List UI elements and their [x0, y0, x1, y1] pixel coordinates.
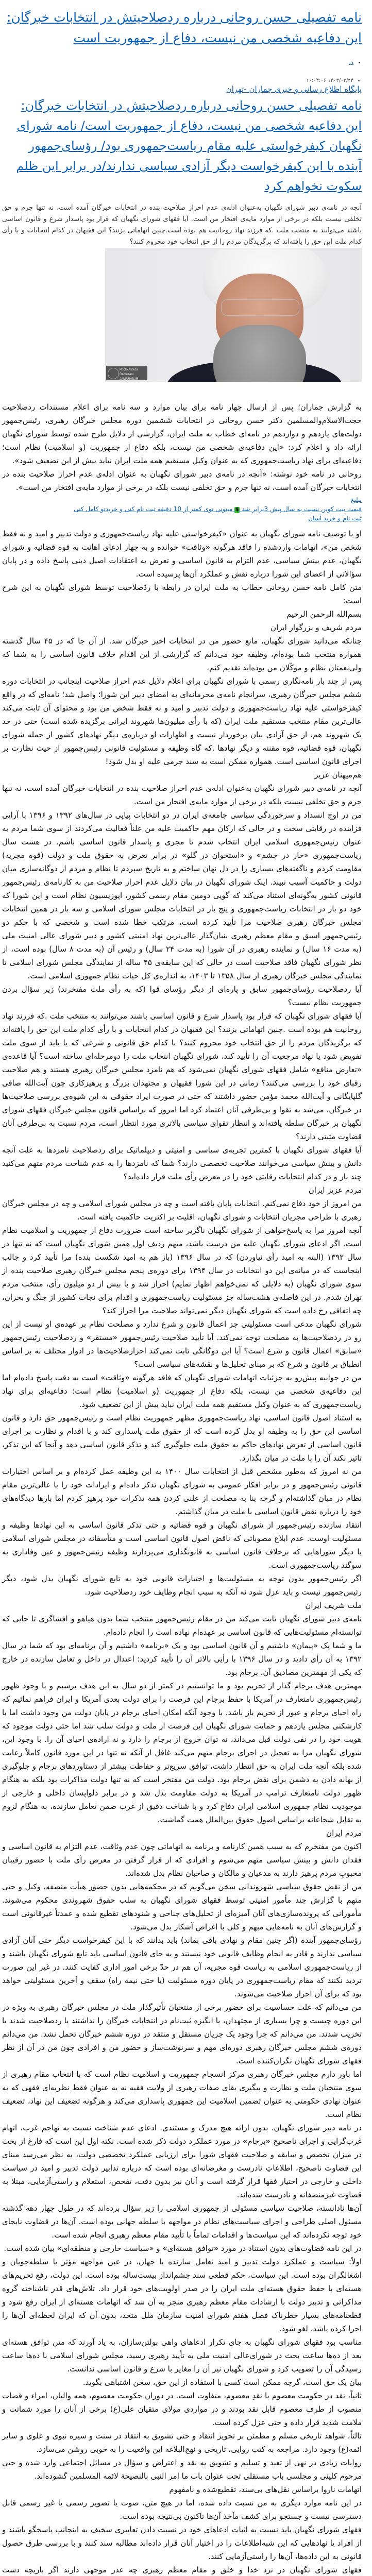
dollar-icon: $ [235, 507, 239, 513]
body-paragraph: بسم‌الله الرحمن الرحیم [286, 609, 362, 619]
body-paragraph: روایات زیادی در نهی از تعبد و تسلیم و تشویق به نقد و اعتراض و سؤال در مسائل اجتماعی وارد شده و حتی مرحوم کلینی و مجلسی باب مستقلی تحت عنوان باب ما امر النبی بالنصیحة لائمه المسلمین گشوده‌اند. [2, 2458, 362, 2481]
photo-credit-line2: JAMARAN.IR [120, 378, 139, 381]
body-paragraph: پس از چند بار نامه‌نگاری رسمی با شورای نگهبان برای اعلام دلایل عدم احراز صلاحیت اینجانب در انتخابات دوره ششم مجلس خبرگان رهبری، سرانجام نامه‌ی محرمانه‌ای به امضای دبیر این شورا؛ واصل شد؛ نامه‌ای که در واقع کیفرخواستی علیه نهاد ریاست‌جمهوری و دولت تدبیر و امید و نه فقط شخص من بود و محتوای آن ثابت می‌کند عالی‌ترین مقام منتخب مستقیم ملت ایران (که با رأی میلیون‌ها شهروند ایرانی برگزیده شده است) حتی در حد یک شهروند هم، از حق آزادی بیان برخوردار نیست و اظهارات او درباره‌ی دیگر نهادهای کشور از جمله شورای نگهبان، قوه قضائیه، قوه مقننه و دیگر نهادها .که گاه وظیفه و مسئولیت قانونی رئیس‌جمهور از حیث نظارت بر اجرای قانون اساسی است. همواره ممکن است به سند جرمی علیه او بدل شود! [2, 676, 362, 766]
ad-link[interactable] [2, 504, 362, 514]
advertisement [2, 495, 362, 523]
body-paragraph: اتهامات ناروا براساس نقل‌های بی‌سند، تقطیع‌شده و نامفهوم [169, 2485, 362, 2494]
article-image [105, 248, 362, 382]
body-paragraph: من می‌دانم که علت حساسیت برای حضور برخی از منتخبان تأثیرگذار ملت در مجلس خبرگان رهبری به ویژه در این دوره چیست و چرا بسیاری از مجتهدان، یا انگیزه ثبت‌نام در انتخابات خبرگان را نداشتند یا ردصلاحیت شدند یا تخریب شدند. من می‌دانم که چرا وجود یک جریان مستقل و منتقد در دوره ششم خبرگان تحمل نشد. من می‌دانم دوره‌ی ششم مجلس خبرگان رهبری دوره‌ای مهم و سرنوشت‌ساز و حضور من و افرادی چون من در آن از نظر فقهای شورای نگهبان نگران‌کننده است. [2, 2003, 362, 2065]
article-meta [2, 59, 362, 83]
article-title-link[interactable]: نامه تفصیلی حسن روحانی درباره ردصلاحیتش در انتخابات خبرگان: این دفاعیه شخصی من نیست، دفاع از جمهوریت است/ نامه شورای نگهبان کیفرخواستی علیه مقام ریاست‌جمهوری بود/ رؤسای‌جمهور آینده با این کیفرخواست دیگر آزادی سیاسی ندارند/در برابر این ظلم سکوت نخواهم کرد [16, 98, 362, 193]
article-lead: آنچه در نامه‌ی دبیر شورای نگهبان به‌عنوان ادله‌ی عدم احراز صلاحیت بنده در انتخابات خبرگان آمده است، نه تنها جرم و حق تخلفی نیست بلکه در برخی از موارد مایه‌ی افتخار من است. آیا فقهای شورای نگهبان که قرار بود پاسدار شرع و قانون اساسی باشند می‌توانند به منتخب ملت .که فرزند نهاد روحانیت هم بوده است.چنین اتهاماتی بزنند؟ این فقیهان در کدام انتخابات و با رأی کدام ملت این حق را یافته‌اند که برگزیدگان مردم را از حق انتخاب خود محروم کنند؟ [2, 204, 362, 246]
body-paragraph: فقهای شورای نگهبان در نزد خدا و خلق و مقام معظم رهبری چه عذر موجهی دارند اگر بازیچه دست [2, 2565, 362, 2574]
body-paragraph: به استناد اصول قانون اساسی، نهاد ریاست‌جمهوری مظهر جمهوریت نظام است و رئیس‌جمهور حق دارد و قانون اساسی این حق را به وظیفه او بدل کرده است که از حقوق ملت پاسداری کند و با اقدام و نظارت بر اجرای قانون اساسی از تعرض نهادهای حاکم به حقوق ملت جلوگیری کند و تذکر قانون اساسی دهد و آنجا که این تذکر، تاثیر نکند آن را با ملت در میان بگذارد. [2, 1413, 362, 1463]
body-paragraph: او با توصیف نامه شورای نگهبان به عنوان «کیفرخواستی علیه نهاد ریاست‌جمهوری و دولت تدبیر و امید و نه فقط شخص من»، اتهامات واردشده را فاقد هرگونه «وثاقت» خوانده و به چهار ادعای اهانت به قوه قضائیه و شورای نگهبان، عدم بینش سیاسی، عدم التزام به قانون اساسی و تعرض به اعتقادات اصیل دینی پاسخ داده و در پایان سؤالاتی از اعضای این شورا درباره نقش و عملکرد آن‌ها پرسیده است. [2, 529, 362, 579]
body-paragraph: آن‌ها نادانسته، صلاحیت سیاسی مسئولی از جمهوری اسلامی را زیر سؤال برده‌اند که در طول چهار دهه گذشته مسئول اصلی طراحی و اجرای سیاست‌های نظام در مواجهه با سلطه جهانی بوده است. آن‌ها در قضاوت نابجای خود توجه نکرده‌اند که این سیاست‌ها و اقدامات تماماً با تأیید مقام معظم رهبری انجام شده است. [2, 2204, 362, 2240]
source-link[interactable]: پایگاه اطلاع رسانی و خبری جماران -تهران [226, 84, 362, 94]
body-paragraph: متن کامل نامه حسن روحانی خطاب به ملت ایران در رابطه با ردّصلاحیت توسط شورای نگهبان به این شرح است: [2, 583, 362, 605]
article-body [2, 400, 362, 2576]
meta-item [2, 59, 353, 65]
image-beard-shape [213, 325, 306, 382]
body-paragraph: من نه امروز که به‌طور مشخص قبل از انتخابات سال ۱۴۰۰ به این وظیفه عمل کرده‌ام و بر اساس اختیارات قانونی رئیس‌جمهور و در برابر افکار عمومی به شورای نگهبان تذکر داده‌ام و ایرادات خود را با عالی‌ترین مقام نظام در میان گذاشته‌ام و گرچه بنا به مصلحت از علنی کردن همه تذکرات خود پرهیز کردم اما بارها دیدگاه‌های خود را درباره نقض قانون اساسی با ملت در میان گذاشتم. [2, 1467, 362, 1516]
photo-credit [106, 366, 147, 380]
meta-link[interactable]: ن [349, 59, 353, 65]
publish-date: • ۱۴۰۳/۰۲/۲۴ ۱۰:۰۴:۰۶ [2, 78, 353, 83]
body-paragraph: اما باور دارم مجلس خبرگان رهبری مرکز انسجام جمهوریت و اسلامیت نظام است که با انتخاب مقام رهبری از سوی منتخبان ملت و نظارت و پیگیری بقای صفات رهبری از ولایت فقیه نه به عنوان فقط نظریه‌ای فقهی که به عنوان نهادی حکومتی به عنوان تضمین اسلامیت این جمهوری پاسداری می‌کند و هرگونه تضعیف این نهاد، تضعیف نظام است. [2, 2070, 362, 2119]
body-paragraph: مردم عزیز ایران [308, 1185, 362, 1195]
body-paragraph: من در اوج انسداد و سرخوردگی سیاسی جامعه‌ی ایران در دو انتخابات پیاپی در سال‌های ۱۳۹۲ و ۱۳۹۶ با آرایی فزاینده در رقابتی سخت و در حالی که ارکان مهم حاکمیت علیه من علناً فعالیت می‌کردند از سوی شما مردم به عنوان رئیس‌جمهوری اسلامی ایران انتخاب شدم تا مجری و پاسدار قانون اساسی باشم. در هشت سال ریاست‌جمهوری «خار در چشم» و «استخوان در گلو» در برابر تعرض به حقوق ملت و دولت (قوه مجریه) مقاومت کردم و ناگفته‌های بسیاری را در دل نهان ساختم و به تاریخ سپردم تا نظام و مردم از دوگانه‌سازی میان دولت و حاکمیت آسیب نبیند. اینک شورای نگهبان در بیان دلایل عدم احراز صلاحیت من به کارنامه‌ی رئیس‌جمهور قانونی کشور به‌گونه‌ای استناد می‌کند که گویی دومین مقام رسمی کشور، اپوزیسیون نظام است و این شورا که خود دو بار در انتخابات ریاست‌جمهوری و پنج بار در انتخابات مجلس شورای اسلامی و سه بار در همین انتخابات مجلس خبرگان رهبری صلاحیت مرا تأیید کرده است، مرتکب خطا شده است و شخصی که با حکم دو رئیس‌جمهور اسبق و مقام معظم رهبری بنیان‌گذار عالی‌ترین نهاد امنیتی کشور و دبیر شورای عالی امنیت ملی (به مدت ۱۶ سال) و نماینده رهبری در آن شورا (به مدت ۲۴ سال) و رئیس آن (به مدت ۸ سال) بوده است، از نظر شورای نگهبان فاقد صلاحیت است در حالی که این سابقه‌ی ۴۵ ساله از نمایندگی مجلس شورای اسلامی تا نمایندگی مجلس خبرگان رهبری از سال ۱۳۵۸ تا ۱۴۰۳، به اندازه‌ی کل حیات نظام جمهوری اسلامی است. [2, 810, 362, 980]
body-paragraph: در این نامه موارد دیگری به من نسبت داده شده، اما در هیچ متن، صوت یا تصویر رسمی یا غیر رسمی قابل دسترسی نیست و جستجو برای کشف مآخذ آن‌ها تاکنون بی‌نتیجه بوده است. [2, 2498, 362, 2521]
article-title [2, 96, 362, 196]
body-paragraph: در این نامه قضاوت‌های بدون استناد در مورد «توافق هسته‌ای» و «سیاست خارجی و منطقه‌ای» بیان شده است. [4, 2244, 362, 2253]
body-paragraph: روحانی در نامه خود نوشته: «آنچه در نامه‌ی دبیر شورای نگهبان به عنوان ادله‌ی عدم احراز صلاحیت بنده در انتخابات خبرگان آمده است، نه تنها جرم و حق تخلفی نیست بلکه در برخی از موارد مایه‌ی افتخار من است». [2, 469, 362, 492]
body-paragraph: فقهای شورای نگهبان باید نسبت به اثبات ادعاهای خود در نسبت دادن تعابیری سخیف به اینجانب پاسخگو باشند و از افراد یا نهادهایی که این شبه‌اطلاعات را در اختیار آنان قرار داده‌اند مطالبه سند کنند و با بررسی طرق حصول قانونی به این داده‌ها، آن‌ها را راستی‌آزمایی کنند. [2, 2525, 362, 2561]
ad-text-after: میتونی توی کمتر از 10 دقیقه ثبت نام کنی و خریدتو کامل کنی [74, 505, 233, 513]
body-paragraphs [2, 527, 362, 2576]
body-paragraph: ملت شریف ایران [305, 1601, 362, 1610]
image-glasses-shape [221, 299, 299, 316]
body-paragraph: چنانکه می‌دانید شورای نگهبان، مانع حضور من در انتخابات اخیر خبرگان شد. از آن جا که در ۴۵ سال گذشته همواره منتخب شما بوده‌ام، وظیفه خود می‌دانم که گزارشی از این اقدام خلاف قانون اساسی را به شما که ولی‌نعمتان نظام و موکّلان من بوده‌اید تقدیم کنم. [2, 636, 362, 672]
body-paragraph: ما و شما یک «پیمان» داشتیم و آن قانون اساسی بود و یک «برنامه» داشتیم و آن برنامه‌ای بود که شما در سال ۱۳۹۲ به آن رأی دادید و در سال ۱۳۹۶ با رأیی بالاتر آن را تأیید کردید: اعتدال در داخل و تعامل سازنده در خارج که یکی از مهمترین مصادیق آن، برجام بود. [2, 1641, 362, 1677]
ad-text-before: قیمت بیت کوین نسبت به سال پیش 3برابر شد [242, 505, 362, 513]
body-paragraph: رؤسای‌جمهور آینده (اگر چنین مقام و نهادی باقی بماند) باید بدانند که با این کیفرخواست دیگر حتی آنان آزادی سیاسی ندارند و قادر به انجام وظایف قانونی خود نیستند و به جای قانون اساسی باید تابع شورای نگهبان باشند و از ریاست‌جمهوری اسلامی به ریاست قوه مجریه، آن هم در حدّ برخی امور اداری کفایت کنند. در غیر این صورت تردید نکنند که مقام ریاست‌جمهوری در پایان دوره مسئولیت (یا حتی نیمه راه) سقف و آخرین مسئولیتی خواهد بود که برای آن احراز صلاحیت می‌شوند. [2, 1936, 362, 1998]
body-paragraph: نامه‌ی دبیر شورای نگهبان ثابت می‌کند من در مقام رئیس‌جمهور منتخب شما بدون هیاهو و افشاگری تا جایی که توانسته‌ام مسئولیت‌هایی که قانون اساسی بر عهده‌ام نهاده است را انجام داده‌ام. [2, 1614, 362, 1637]
page-heading [2, 7, 362, 48]
body-paragraph: من در جوابیه پیش‌رو به جزئیات اتهامات شورای نگهبان که فاقد هرگونه «وثاقت» است به دقت پاسخ داده‌ام اما این دفاعیه‌ی شخصی من نیست، بلکه دفاع از جمهوریت (و اسلامیت) نظام است؛ دفاعیه‌ای برای نهاد ریاست‌جمهوری که به عنوان وکیل مستقیم همه ملت ایران نباید بیش از این تضعیف شود. [2, 1373, 362, 1409]
body-paragraph: آیا فقهای شورای نگهبان با کمترین تجربه‌ی سیاسی و امنیتی و دیپلماتیک برای ردصلاحیت نامزدها به علت آنچه دانش و بینش سیاسی می‌خوانند صلاحیت تخصصی دارند؟ شما که نامزدها را به عدم شناخت مردم متهم می‌کنید چند بار و در کدام انتخابات رقابتی خود را در معرض رأی ملت قرار داده‌اید؟ [2, 1145, 362, 1181]
body-paragraph: به گزارش جماران؛ پس از ارسال چهار نامه برای بیان موارد و سه نامه برای اعلام مستندات ردصلاحیت حجت‌الاسلام‌والمسلمین دکتر حسن روحانی در انتخابات ششمین دوره مجلس خبرگان رهبری، رئیس‌جمهور دولت‌های یازدهم و دوازدهم در نامه‌ای خطاب به ملت ایران، گزارشی از دلایل طرح شده توسط شورای نگهبان ارائه داد و اعلام کرد: «این دفاعیه‌ی شخصی من نیست، بلکه دفاع از جمهوریت (و اسلامیت) نظام است؛ دفاعیه‌ای برای نهاد ریاست‌جمهوری که به عنوان وکیل مستقیم همه ملت ایران نباید بیش از این تضعیف شود». [2, 402, 362, 465]
ad-link-secondary[interactable]: ثبت نام و خرید آسان [308, 515, 362, 522]
body-paragraph: بیان یک حق است، گرچه ممکن است کسی با استفاده از این حق، سخن اشتباهی بگوید. [82, 2378, 362, 2387]
body-paragraph: شورای نگهبان مدعی است مسئولیتی جز اعمال قانون و شرع ندارد و مصلحت نظام بر عهده‌ی او نیست از این رو در ردصلاحیت‌ها به مصلحت توجه نمی‌کند. آیا تأیید صلاحیت رئیس‌جمهور «مستقر» و ردصلاحیت رئیس‌جمهور «سابق» اعمال قانون و شرع است؟ آیا این دوگانگی ثابت نمی‌کند احرازصلاحیت‌ها در ادوار مختلف نه بر اساس انطباق بر قانون و شرع که بر مبنای تحلیل‌ها و نقشه‌های سیاسی است؟ [2, 1319, 362, 1369]
body-paragraph: اگر رئیس‌جمهور بدون توجه به مسئولیت‌ها و اختیارات قانونی خود به تابع شورای نگهبان بدل شود، دیگر رئیس‌جمهور نیست و باید عزل شود نه آنکه به سبب انجام وظایف خود ردصلاحیت شود. [2, 1574, 362, 1597]
jamaran-logo-icon [108, 368, 119, 379]
body-paragraph: مردم شریف و بزرگوار ایران [270, 623, 362, 632]
body-paragraph: آیا ردصلاحیت رؤسای‌جمهور سابق و پاره‌ای از دیگر رؤسای قوا (که به رأی ملت مفتخرند) زیر سؤال بردن جمهوریت نظام نیست؟ [2, 985, 362, 1007]
ad-label[interactable]: تبلیغ [351, 496, 362, 503]
body-paragraph: مناسب بود فقهای شورای نگهبان به جای تکرار ادعاهای واهی بولتن‌سازان، به یاد آورند که متن توافق هسته‌ای بعد از ده‌ها ساعت بحث در شورای‌عالی امنیت ملی به تأیید رهبری رسید، مجلس شورای اسلامی با ده‌ها ساعت رسیدگی آن را تصویب کرد و شورای نگهبان نیز آن را مغایر با شرع و قانون اساسی ندانست. [2, 2337, 362, 2374]
body-paragraph: مهمترین هدف برجام گذار از تحریم بود و ما توانستیم در کمتر از دو سال به این هدف برسیم و با وجود ظهور رئیس‌جمهوری نامتعارف در آمریکا با حفظ برجام این فرصت را برای دولت بعدی آمریکا و ایران فراهم نمائیم که راه احیای برجام و عبور از تحریم باز باشد. با وجود آنکه امکان احیای برجام در پایان دولت من وجود داشت اما با کارشکنی مجلس یازدهم و حمایت شورای نگهبان این فرصت از ملت و دولت سلب شد اما حتی دولت موجود که هویت خود را در نفی دولت قبل می‌داند، نه توان خروج از برجام را دارد و نه اراده‌ی احیای آن را. با وجود این، شورای نگهبان مرا به تعجیل در اجرای برجام متهم می‌کند غافل از آنکه نه تنها در این مورد قانون کاملاً رعایت شده بلکه آنچه ملت ایران به حق انتظار داشت، توافق سریع‌تر و حفاظت بیشتر از دستاوردهای برجام و جلوگیری از بهانه دادن به دشمن برای نقض برجام بود. دولت من مفتخر است که نه تنها دولت مذاکرات بود بلکه به هنگام ظهور دولت نامتعارف ترامپ در آمریکا به دولت مقاومت بدل شد و در برابر دلواپسان داخلی و خارجی از موجودیت نظام جمهوری اسلامی ایران دفاع کرد و با شناخت دقیق از غرب ضمن تعامل سازنده، به هنگام لزوم به تقابل شجاعانه براساس اصول حقوق بین‌الملل همت گماشت. [2, 1681, 362, 1824]
page-heading-link[interactable]: نامه تفصیلی حسن روحانی درباره ردصلاحیتش در انتخابات خبرگان: این دفاعیه شخصی من نیست، دفاع از جمهوریت است [6, 10, 362, 45]
body-paragraph: ثانیاً، نقد در حکومت معصوم با نقدِ معصوم، متفاوت است. در دوران حکومت معصوم، همه والیان، امراء و قضات منصوب از طرفِ معصوم قابل نقد بودند و در مواردی مولای متقیان علی(ع) برخی از آنان را مورد شماتت و ملامت شدید قرار داده و حتی عزل کرده است. [2, 2391, 362, 2427]
body-paragraph: من امروز از خود دفاع نمی‌کنم. انتخابات پایان یافته است و چه در مجلس شورای اسلامی و چه در مجلس خبرگان رهبری با طراحی مجریان انتخابات و شورای نگهبان، اقلیت بر اکثریت حاکمیت یافته است. [2, 1199, 362, 1222]
body-paragraph: اولاً: سیاست و عملکرد دولت تدبیر و امید تعامل سازنده با جهان، در عین مواجهه مؤثر با سلطه‌جویان و اشغالگران بوده است. این سیاست، حکم قطعی سند چشم‌انداز بیست‌ساله بوده است. این دولت، رفع تحریم‌های هسته‌ای با حفظ حقوق هسته‌ای ملت ایران را در صدر اولویت‌های خود قرار داد. تلاش‌های قدر ناشناخته گروه مذاکراتی و تدبیر دولت با ارشادات مقام معظم رهبری منجر به آن شد که اتهامات هسته‌ای از ایران رفع شود و قطعنامه‌های بسیار خطرناک فصل هفتم شورای امنیت سازمان ملل متحد، بدون آن که ایران لحظه‌ای آن‌ها را اجرا کرده باشد، لغو شود. [2, 2257, 362, 2333]
body-paragraph: انتقاد سازنده رئیس‌جمهور از شورای نگهبان و قوه قضائیه و حتی تذکر قانون اساسی به این نهادها وظیفه و مسئولیت اوست. عدم ابلاغ مصوباتی که ناقض اصول قانون اساسی است و متأسفانه در مجلس شورای اسلامی یا دیگر شوراهایی که برخلاف قانون اساسی به قانونگذاری می‌پردازند وظیفه رئیس‌جمهور و عین وفاداری به سوگند ریاست‌جمهوری است. [2, 1520, 362, 1570]
body-paragraph: ثالثاً، شواهد تاریخی مسلم و مطمئن بر تجویز انتقاد و حتی تشویق به انتقاد در سنت و سیره نبوی و علوی و سایر ائمه(ع) وجود دارد. مراجعه به کتب روایی، تاریخی و نهج‌البلاغه این واقعیت را به خوبی روشن می‌سازد. [2, 2431, 362, 2454]
photo-credit-line1: Photo:Alireza Ramezani [120, 368, 138, 376]
body-paragraph: در نامه دبیر شورای نگهبان. بدون ارائه هیچ مدرک و مستندی. ادعای عدم شناخت نسبت به تهاجم غرب، اتهام غرب‌گرایی و اجرای ناصحیح «برجام» در مورد عملکرد دولت ذکر شده است. نکته اول این است که فارغ از بحث در میزان تخصص و سابقه و صلاحیت فقهای شورا برای ارزیابی عملکرد تخصصی دولت، به نظر می‌رسد مبنای این قضاوت ناصحیح، اطلاعاتِ نادرست و مغرضانه‌ای بوده است که درباره تدابیر دولت تدبیر و امید در سیاست داخلی و خارجی در اختیار فقها قرار گرفته است و آنان نیز بدون دقت، تفحص، استعلام و راستی‌آزمایی، مبتلا به قضاوت غیرمنصفانه و نادرست شده‌اند. [2, 2123, 362, 2199]
body-paragraph: من از نقض حقوق سیاسی شهروندانی سخن می‌گویم که در محکمه‌هایی بدون حضور هیأت منصفه، وکیل و حتی متهم با گزارش چند مأمور امنیتی توسط فقهای شورای نگهبان به سلب حقوق شهروندی محکوم می‌شوند. مأمورانی که پرونده‌سازی‌های آنان آمیزه‌ای از تحلیل‌های جناحی و شنودهای تقطیع شده و عمدتاً غیرقانونی است و گزارش‌های آنان به نامه‌هایی مبهم و کلی با اغراض آشکار بدل می‌شود. [2, 1882, 362, 1931]
body-paragraph: هم‌میهنان عزیز [314, 770, 362, 779]
body-paragraph: آیا فقهای شورای نگهبان که قرار بود پاسدار شرع و قانون اساسی باشند می‌توانند به منتخب ملت .که فرزند نهاد روحانیت هم بوده است .چنین اتهاماتی بزنند؟ این فقیهان در کدام انتخابات و با رأی کدام ملت این حق را یافته‌اند که برگزیدگان مردم را از حق انتخاب خود محروم کنند؟ با کدام حق قانونی و شرعی که یا باید از سوی ملت تفویض شود یا نهاد مرجعیت آن را تأیید کند، شورای نگهبان انتخاب ملت را دومرحله‌ای ساخته است؟ آیا قاعده‌ی «تعارض منافع» شامل فقهای شورای نگهبان نمی‌شود که هم نامزد مجلس خبرگان رهبری هستند و هم صلاحیت رقبای خود را بررسی می‌کنند؟ زمانی در این شورا فقیهان و مجتهدان بزرگ و پرهیزکاری چون آیت‌الله صافی گلپایگانی و آیت‌الله محمد مؤمن حضور داشتند که حتی در صورت ایراد حقوقی به این شیوه‌ی بررسی صلاحیت‌ها در خبرگان، می‌شد به تقوا و بی‌طرفی آنان اعتماد کرد اما امروز که براساس قانون مجلس خبرگان فقهای شورای نگهبان بر خبرگان سلطه یافته‌اند و انتظار تقوای سیاسی بالاتری مورد انتظار است، مردم نسبت به بی‌طرفی آنان قضاوت مثبتی دارند؟ [2, 1011, 362, 1141]
body-paragraph: مردم ایران [326, 1828, 362, 1838]
body-paragraph: آنچه در نامه‌ی دبیر شورای نگهبان به‌عنوان ادله‌ی عدم احراز صلاحیت بنده در انتخابات خبرگان آمده است، نه تنها جرم و حق تخلفی نیست بلکه در برخی از موارد مایه‌ی افتخار من است. [2, 784, 362, 806]
body-paragraph: آنچه امروز مرا به پاسخ‌خواهی از شورای نگهبان ناگزیر ساخته است ضرورت دفاع از جمهوریت و اسلامیت نظام است. اگر ادعای شورای نگهبان علیه من درست باشد، متهم ردیف اول همین شورای نگهبان است که نه تنها در سال ۱۳۹۲ (البته به امید رأی نیاوردن) که در سال ۱۳۹۶ (باز هم به امید شکست بنده) مرا تأیید کرد و جالب اینجاست که در میانه‌ی این دو انتخابات در سال ۱۳۹۴ برای دوره‌ی پنجم مجلس خبرگان رهبری صلاحیت بنده از سوی شورای نگهبان (به دلایلی که نمی‌خواهم اظهار نمایم) احراز شد و با بیش از دو میلیون رأی، منتخب مردم تهران شدم. در این فاصله‌ی هشت‌ساله جز مسئولیت ریاست‌جمهوری و اقدام برای نجات کشور از جنگ و بحران، چه اتفاقی رخ داده است که شورای نگهبان دیگر نمی‌تواند صلاحیت مرا احراز کند؟ [2, 1226, 362, 1315]
body-paragraph: اکنون من مفتخرم که به سبب همین کارنامه و برنامه به اتهاماتی چون عدم وثاقت، عدم التزام به قانون اساسی و فقدان دانش و بینش سیاسی متهم می‌شوم و افرادی که از قرار گرفتن در معرض رأی ملت با حضور رقیبان محبوبِ مردم پرهیز دارند به مدعیان و مالکان و صاحبان نظام بدل شده‌اند. [2, 1842, 362, 1878]
